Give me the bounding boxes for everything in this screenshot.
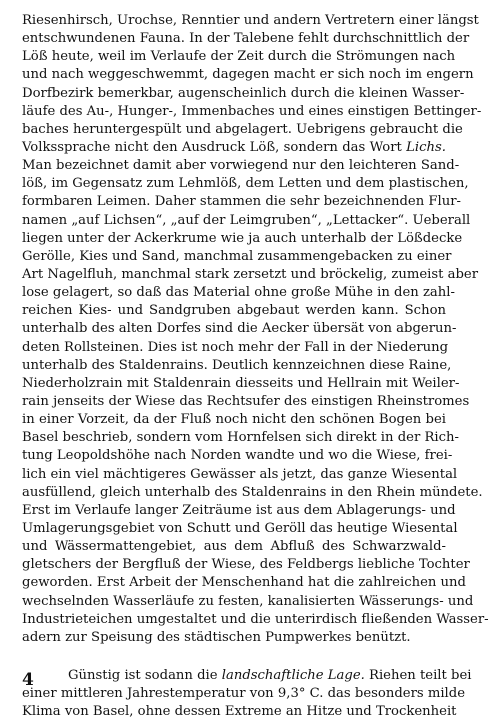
text-line: Löß heute, weil im Verlaufe der Zeit durch die Strömungen nach <box>22 49 456 65</box>
text-line: in einer Vorzeit, da der Fluß noch nicht den schönen Bogen bei <box>22 412 446 428</box>
emphasis-text: Lichs. <box>406 139 446 155</box>
text-line: Basel beschrieb, sondern vom Hornfelsen sich direkt in der Rich- <box>22 430 459 446</box>
text-line: Dorfbezirk bemerkbar, augenscheinlich durch die kleinen Wasser- <box>22 85 465 101</box>
text-line: und nach weggeschwemmt, dagegen macht er sich noch im engern <box>22 67 474 83</box>
text-line: lich ein viel mächtigeres Gewässer als jetzt, das ganze Wiesental <box>22 466 458 482</box>
paragraph-1 <box>22 12 489 647</box>
text-line: Industrieteichen umgestaltet und die unterirdisch fließenden Wasser- <box>22 611 489 627</box>
text-line: Man bezeichnet damit aber vorwiegend nur den leichteren Sand- <box>22 158 460 174</box>
text-line: adern zur Speisung des städtischen Pumpwerkes benützt. <box>22 629 411 645</box>
paragraph-2 <box>22 667 472 721</box>
text-line: Volkssprache nicht den Ausdruck Löß, sondern das Wort Lichs. <box>22 139 446 155</box>
page-number: 4 <box>22 670 34 690</box>
text-line: gletschers der Bergfluß der Wiese, des Feldbergs liebliche Tochter <box>22 557 470 573</box>
text-line: Umlagerungsgebiet von Schutt und Geröll das heutige Wiesental <box>22 520 458 536</box>
text-line: unterhalb des Staldenrains. Deutlich kennzeichnen diese Raine, <box>22 357 452 373</box>
text-line: deten Rollsteinen. Dies ist noch mehr der Fall in der Niederung <box>22 339 449 355</box>
text-line: baches heruntergespült und abgelagert. Uebrigens gebraucht die <box>22 121 463 137</box>
text-line: reichen Kies- und Sandgruben abgebaut werden kann. Schon <box>22 303 446 319</box>
text-line: Riesenhirsch, Urochse, Renntier und andern Vertretern einer längst <box>22 13 479 28</box>
emphasis-text: landschaftliche Lage. <box>221 667 365 683</box>
text-line: und Wässermattengebiet, aus dem Abfluß des Schwarzwald- <box>22 539 446 555</box>
text-line: Günstig ist sodann die landschaftliche Lage. Riehen teilt bei <box>68 667 472 683</box>
body-text <box>22 12 489 721</box>
text-line: wechselnden Wasserläufe zu festen, kanalisierten Wässerungs- und <box>22 593 474 609</box>
text-line: namen „auf Lichsen“, „auf der Leimgruben“, „Lettacker“. Ueberall <box>22 212 471 228</box>
text-line: entschwundenen Fauna. In der Talebene fehlt durchschnittlich der <box>22 31 470 47</box>
text-line: Klima von Basel, ohne dessen Extreme an Hitze und Trockenheit <box>22 704 457 720</box>
text-line: geworden. Erst Arbeit der Menschenhand hat die zahlreichen und <box>22 575 466 591</box>
paragraph-gap <box>22 647 446 667</box>
text-line: Niederholzrain mit Staldenrain diesseits und Hellrain mit Weiler- <box>22 375 460 391</box>
text-line: rain jenseits der Wiese das Rechtsufer des einstigen Rheinstromes <box>22 393 470 409</box>
text-line: Gerölle, Kies und Sand, manchmal zusammengebacken zu einer <box>22 248 452 264</box>
text-line: unterhalb des alten Dorfes sind die Aecker übersät von abgerun- <box>22 321 457 337</box>
text-line: löß, im Gegensatz zum Lehmlöß, dem Letten und dem plastischen, <box>22 176 469 192</box>
text-line: tung Leopoldshöhe nach Norden wandte und wo die Wiese, frei- <box>22 448 453 464</box>
text-line: Art Nagelfluh, manchmal stark zersetzt und bröckelig, zumeist aber <box>22 266 479 282</box>
text-line: Erst im Verlaufe langer Zeiträume ist aus dem Ablagerungs- und <box>22 502 456 518</box>
text-line: läufe des Au-, Hunger-, Immenbaches und eines einstigen Bettinger- <box>22 103 482 119</box>
text-line: formbaren Leimen. Daher stammen die sehr bezeichnenden Flur- <box>22 194 462 210</box>
text-line: ausfüllend, gleich unterhalb des Staldenrains in den Rhein mündete. <box>22 484 483 500</box>
text-line: lose gelagert, so daß das Material ohne große Mühe in den zahl- <box>22 285 455 301</box>
text-line: einer mittleren Jahrestemperatur von 9,3° C. das besonders milde <box>22 686 466 702</box>
text-line: liegen unter der Ackerkrume wie ja auch unterhalb der Lößdecke <box>22 230 463 246</box>
